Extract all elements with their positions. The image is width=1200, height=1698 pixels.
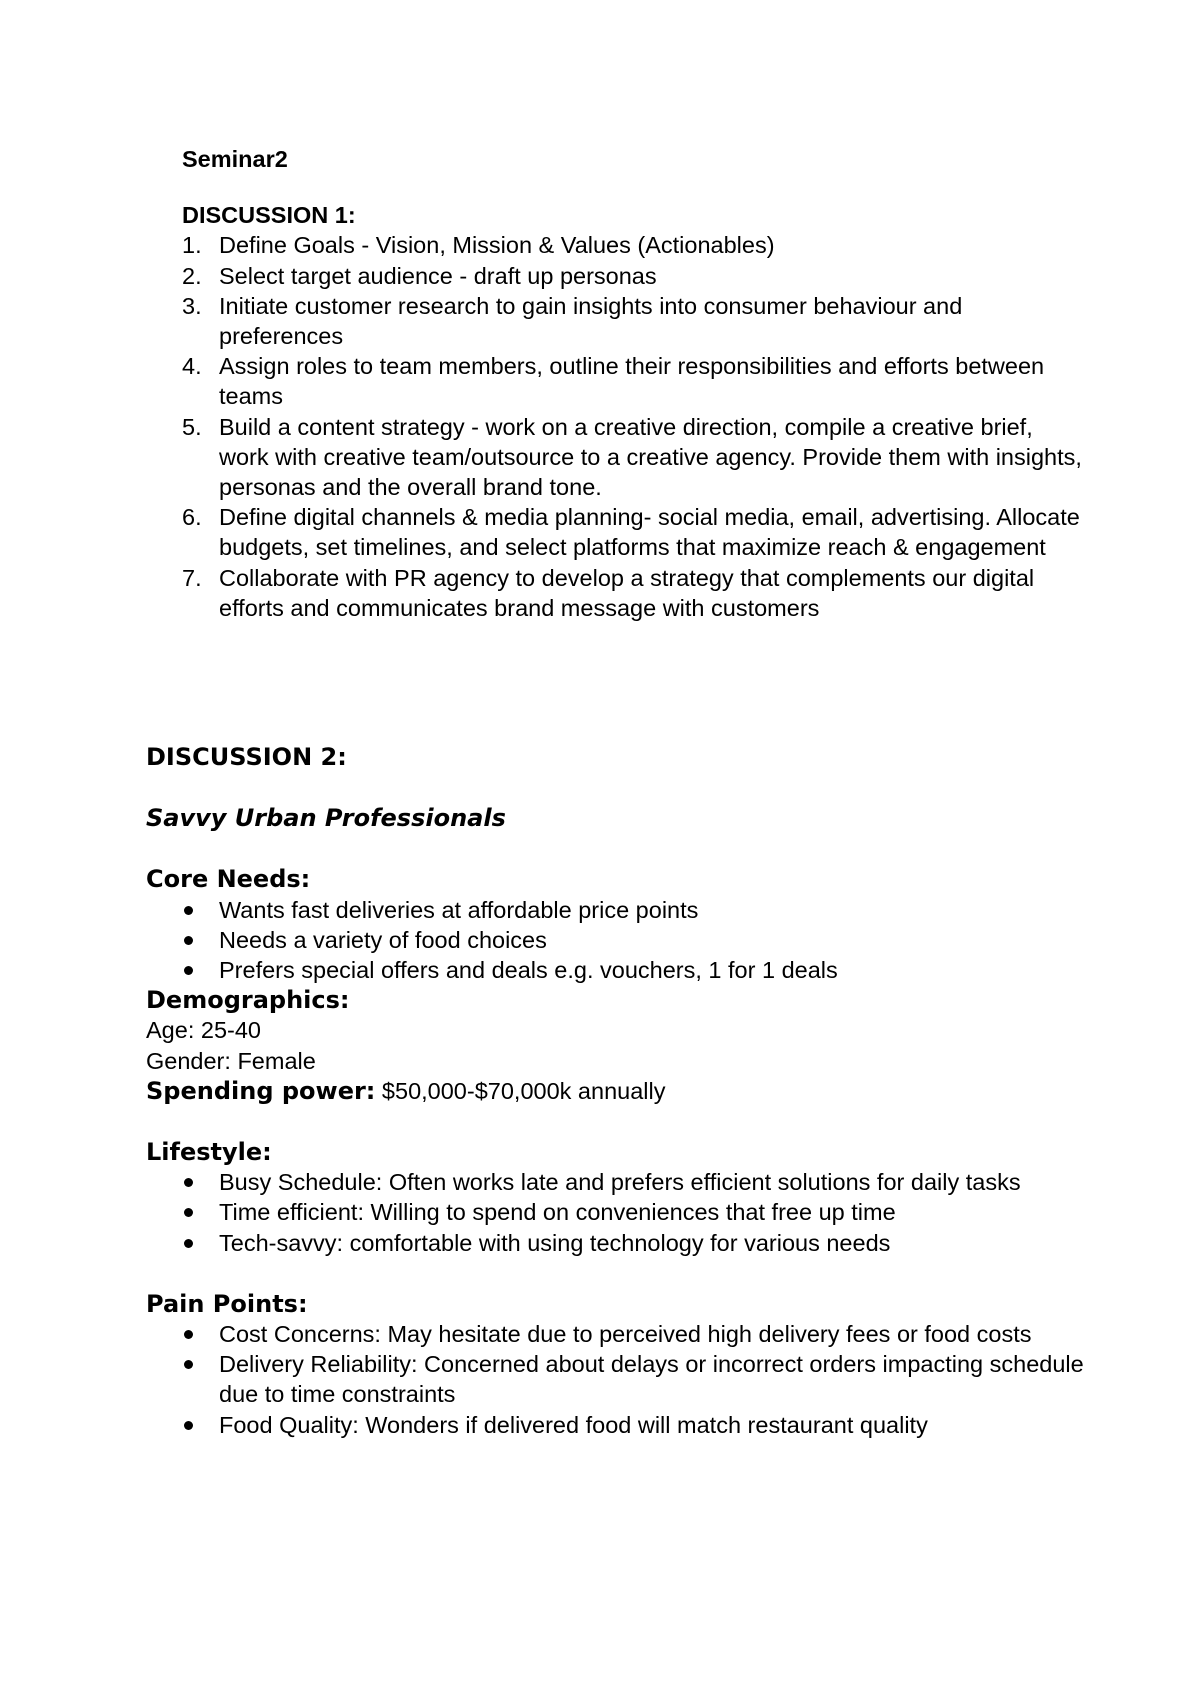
age-text: Age: 25-40 [146,1017,261,1044]
discussion-2-section [146,742,1086,1440]
list-item-text: Select target audience - draft up personas [219,262,657,289]
list-item [182,261,1082,291]
list-number: 3. [182,292,202,319]
list-item [182,230,1082,260]
list-item-text: Needs a variety of food choices [219,926,547,953]
list-item-text: Wants fast deliveries at affordable price points [219,896,699,923]
discussion-1-list [182,230,1082,623]
list-item-text: Initiate customer research to gain insights into consumer behaviour and preferences [219,292,963,350]
list-item [182,563,1082,623]
bullet-icon [184,1178,193,1187]
list-item [146,895,1086,925]
list-item-text: Assign roles to team members, outline their responsibilities and efforts between teams [219,353,1045,410]
bullet-icon [184,966,193,975]
core-needs-list [146,895,1086,986]
core-needs-heading: Core Needs: [146,865,311,894]
list-number: 6. [182,504,202,531]
list-item-text: Time efficient: Willing to spend on conveniences that free up time [219,1199,896,1226]
list-item [146,1349,1086,1409]
list-number: 4. [182,353,202,380]
list-item [182,291,1082,351]
pain-points-list [146,1319,1086,1440]
list-item [182,351,1082,411]
bullet-icon [184,1421,193,1430]
list-item-text: Delivery Reliability: Concerned about delays or incorrect orders impacting schedule due to time constraints [219,1351,1084,1408]
lifestyle-list [146,1167,1086,1258]
gender-text: Gender: Female [146,1047,316,1074]
spending-power-value: $50,000-$70,000k annually [375,1077,666,1104]
list-number: 2. [182,262,202,289]
bullet-icon [184,1239,193,1248]
list-item-text: Define digital channels & media planning- social media, email, advertising. Allocate budgets, set timelines, and select platforms that maximize reach & engagement [219,504,1080,561]
list-item [182,412,1082,503]
bullet-icon [184,1360,193,1369]
list-item-text: Tech-savvy: comfortable with using technology for various needs [219,1229,891,1256]
list-item-text: Build a content strategy - work on a creative direction, compile a creative brief, work with creative team/outsource to a creative agency. Provide them with insights, personas and the overall brand tone. [219,413,1082,501]
list-item [146,955,1086,985]
discussion-1-heading: DISCUSSION 1: [182,202,356,229]
list-item-text: Prefers special offers and deals e.g. vouchers, 1 for 1 deals [219,957,838,984]
list-item [146,1319,1086,1349]
spending-power [146,1076,1086,1106]
list-number: 5. [182,413,202,440]
spending-power-label: Spending power: [146,1076,376,1105]
list-item-text: Define Goals - Vision, Mission & Values (Actionables) [219,232,775,259]
list-item [146,1228,1086,1258]
list-item [182,502,1082,562]
lifestyle-heading: Lifestyle: [146,1138,272,1167]
list-item [146,1197,1086,1227]
list-number: 7. [182,564,202,591]
bullet-icon [184,1208,193,1217]
list-item [146,1410,1086,1440]
list-item-text: Food Quality: Wonders if delivered food will match restaurant quality [219,1411,928,1438]
list-item-text: Collaborate with PR agency to develop a strategy that complements our digital efforts and communicates brand message with customers [219,564,1035,621]
list-item-text: Cost Concerns: May hesitate due to perceived high delivery fees or food costs [219,1321,1032,1348]
bullet-icon [184,936,193,945]
discussion-1-section [182,144,1082,623]
discussion-2-heading: DISCUSSION 2: [146,743,347,771]
bullet-icon [184,906,193,915]
document-title: Seminar2 [182,146,288,172]
list-item-text: Busy Schedule: Often works late and prefers efficient solutions for daily tasks [219,1169,1021,1196]
demographics-heading: Demographics: [146,986,350,1015]
list-item [146,1167,1086,1197]
pain-points-heading: Pain Points: [146,1289,308,1318]
list-item [146,925,1086,955]
persona-name: Savvy Urban Professionals [146,804,506,833]
list-number: 1. [182,232,202,259]
bullet-icon [184,1330,193,1339]
